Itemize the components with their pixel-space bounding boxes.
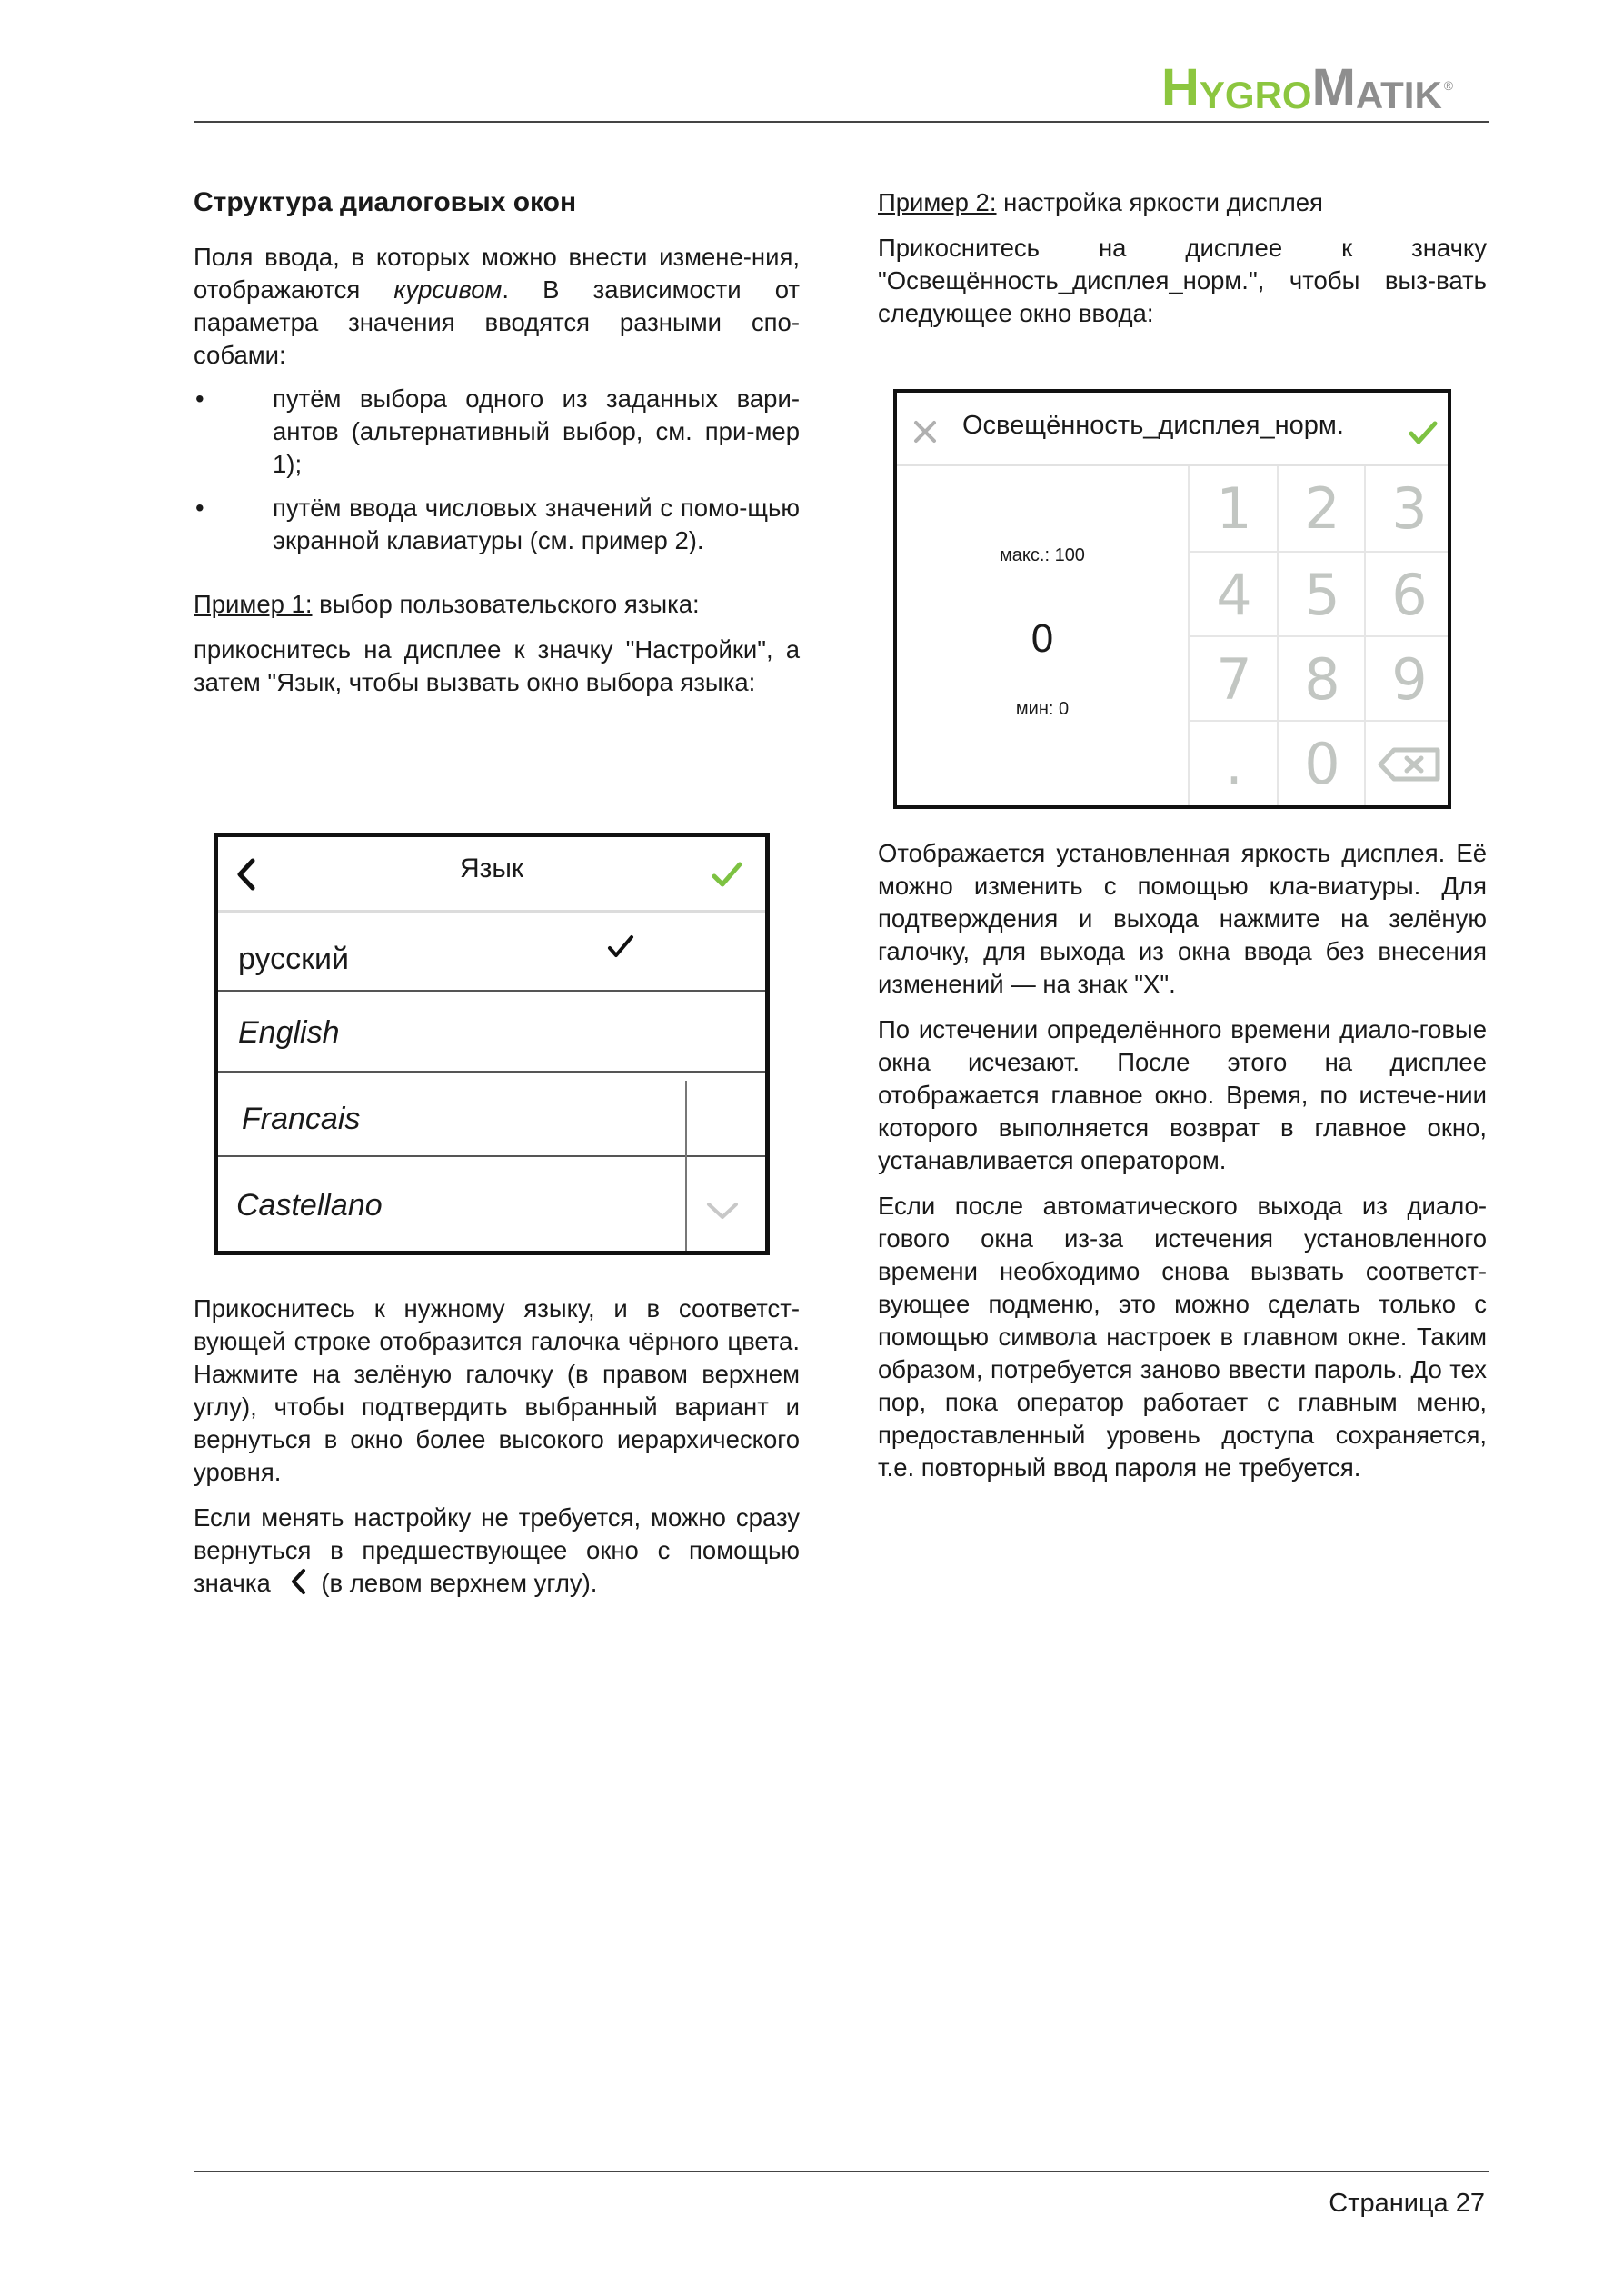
- key-7[interactable]: 7: [1216, 646, 1252, 713]
- language-explanation: Прикоснитесь к нужному языку, и в соответст-вующей строке отобразится галочка чёрного цвета. Нажмите на зелёную галочку (в правом верхнем углу), чтобы подтвердить выбранный вариант и вернуться в окно более высокого иерархического уровня.: [194, 1294, 800, 1486]
- back-explanation: Если менять настройку не требуется, можно сразу вернуться в предшествующее окно с помощью значка (в левом верхнем углу).: [194, 1503, 800, 1597]
- right-column-bottom: [878, 837, 1487, 1484]
- key-5[interactable]: 5: [1304, 562, 1340, 628]
- brightness-dialog: [893, 389, 1451, 809]
- chevron-left-icon: [290, 1568, 308, 1595]
- check-icon: [607, 934, 634, 960]
- footer-rule: [194, 2171, 1489, 2172]
- hygromatik-logo: H YGRO M ATIK ®: [1161, 58, 1454, 117]
- dialog-header: [218, 837, 765, 913]
- paragraph: Отображается установленная яркость дисплея. Её можно изменить с помощью кла-виатуры. Для подтверждения и выхода нажмите на зелёную галочку, для выхода из окна ввода без внесения изменений — на знак "X".: [878, 839, 1487, 998]
- language-option[interactable]: русский: [218, 913, 765, 992]
- key-0[interactable]: 0: [1304, 731, 1340, 797]
- scrollbar[interactable]: [685, 1081, 687, 1251]
- chevron-down-icon[interactable]: [705, 1201, 740, 1223]
- max-label: макс.: 100: [1000, 545, 1085, 565]
- close-icon[interactable]: [913, 420, 937, 444]
- example1-caption: Пример 1: выбор пользовательского языка:: [194, 590, 700, 618]
- backspace-icon: [1378, 746, 1441, 783]
- example1-text: прикоснитесь на дисплее к значку "Настройки", а затем "Язык, чтобы вызвать окно выбора языка:: [194, 635, 800, 696]
- key-1[interactable]: 1: [1216, 475, 1252, 542]
- language-option[interactable]: Francais: [218, 1073, 765, 1157]
- key-4[interactable]: 4: [1216, 562, 1252, 628]
- key-6[interactable]: 6: [1391, 562, 1428, 628]
- bullet-item: • путём выбора одного из заданных вари-антов (альтернативный выбор, см. при-мер 1);: [195, 384, 800, 478]
- dialog-title: Язык: [459, 854, 524, 883]
- header-rule: [194, 121, 1489, 123]
- language-dialog: [214, 833, 770, 1255]
- key-backspace[interactable]: [1366, 722, 1453, 806]
- key-9[interactable]: 9: [1391, 646, 1428, 713]
- right-column-top: [878, 186, 1487, 330]
- key-2[interactable]: 2: [1304, 475, 1340, 542]
- page-number: Страница 27: [1329, 2189, 1485, 2218]
- language-option[interactable]: Castellano: [236, 1188, 383, 1223]
- key-8[interactable]: 8: [1304, 646, 1340, 713]
- key-3[interactable]: 3: [1391, 475, 1428, 542]
- example2-caption: Пример 2: настройка яркости дисплея: [878, 188, 1323, 216]
- green-check-icon[interactable]: [712, 861, 742, 888]
- intro-paragraph: Поля ввода, в которых можно внести измене-ния, отображаются курсивом. В зависимости от параметра значения вводятся разными спо-собами:: [194, 243, 800, 369]
- paragraph: По истечении определённого времени диало-говые окна исчезают. После этого на дисплее отображается главное окно. Время, по истече-нии которого выполняется возврат в главное окно, устанавливается оператором.: [878, 1015, 1487, 1174]
- dialog-title: Освещённость_дисплея_норм.: [962, 411, 1344, 440]
- paragraph: Если после автоматического выхода из диало-гового окна из-за истечения установленного времени необходимо снова вызвать соответст-вующее подменю, это можно сделать только с помощью символа настроек в главном окне. Таким образом, потребуется заново ввести пароль. До тех пор, пока оператор работает с главным меню, предоставленный уровень доступа сохраняется, т.е. повторный ввод пароля не требуется.: [878, 1192, 1487, 1482]
- language-option[interactable]: English: [218, 992, 765, 1073]
- current-value[interactable]: 0: [1031, 616, 1054, 661]
- example2-text: Прикоснитесь на дисплее к значку "Освещённость_дисплея_норм.", чтобы выз-вать следующее окно ввода:: [878, 234, 1487, 327]
- section-heading: Структура диалоговых окон: [194, 187, 577, 217]
- bullet-item: • путём ввода числовых значений с помо-щью экранной клавиатуры (см. пример 2).: [195, 494, 800, 554]
- green-check-icon[interactable]: [1409, 420, 1438, 445]
- min-label: мин: 0: [1015, 699, 1070, 719]
- left-column-top: [194, 186, 800, 699]
- left-column-bottom: [194, 1293, 800, 1600]
- key-dot[interactable]: .: [1225, 731, 1243, 797]
